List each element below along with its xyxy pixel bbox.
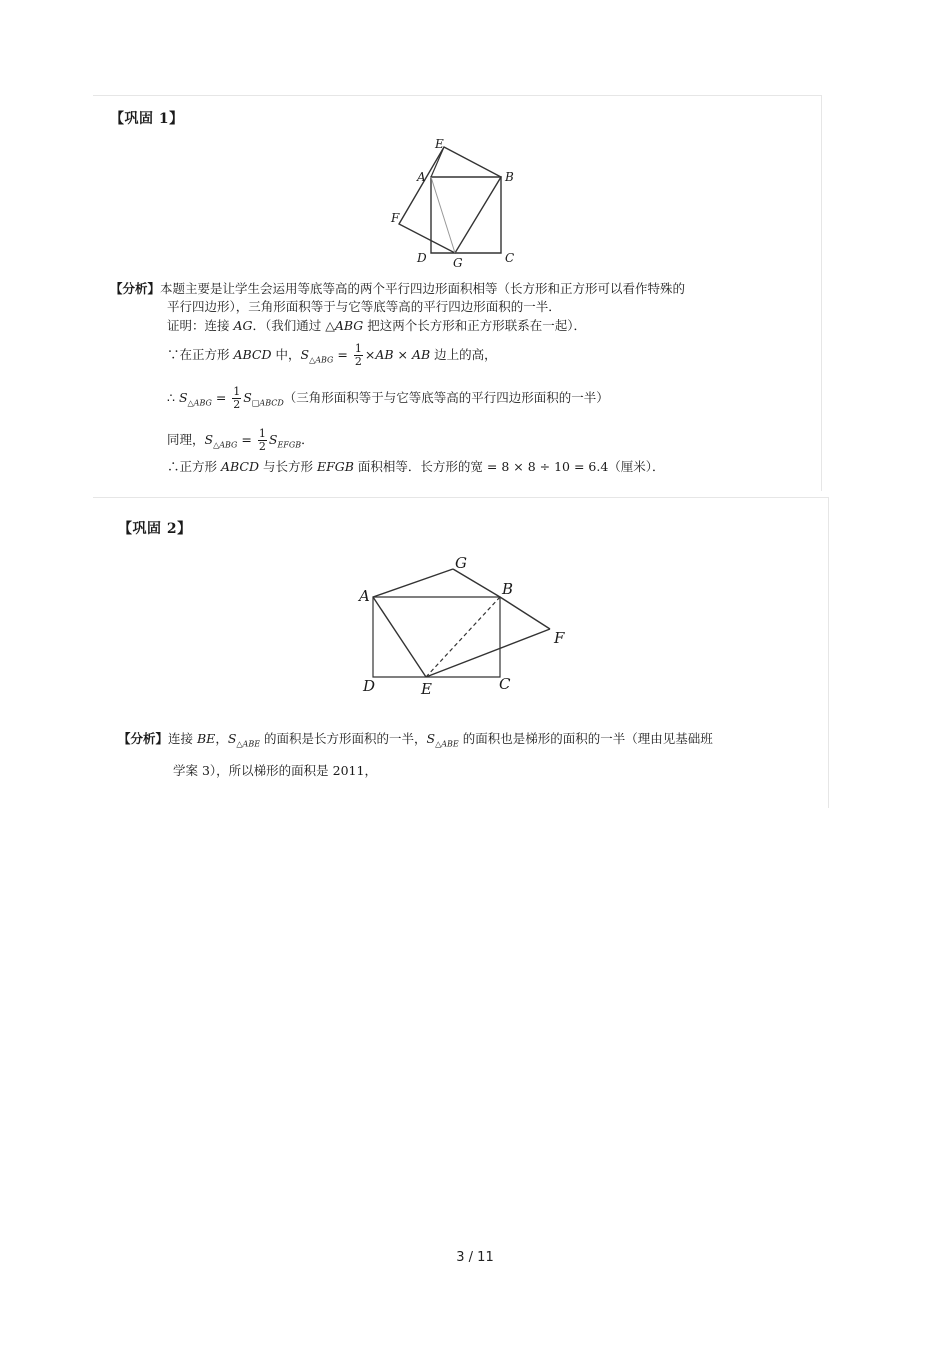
- fraction-half: $\frac{1}{2}$: [354, 342, 362, 368]
- analysis-line-1: 【分析】连接 BE，$S_{\triangle ABE}$ 的面积是长方形面积的一半，$S_{\triangle ABE}$ 的面积也是梯形的面积的一半（理由见基础班: [118, 731, 713, 749]
- square-rectangle-diagram: [383, 136, 553, 271]
- page-number: 3 / 11: [456, 1250, 494, 1265]
- label-E: E: [435, 137, 444, 151]
- label-B: B: [505, 170, 514, 184]
- label-C: C: [499, 675, 511, 693]
- analysis-tag: 【分析】: [118, 731, 169, 746]
- consolidation-2-heading: 【巩固 2】: [118, 521, 192, 537]
- label-D: D: [417, 251, 427, 265]
- similarly-line: 同理，$S_{\triangle ABG}$ = $\frac{1}{2}$ $S_{EFGB}$．: [167, 427, 314, 453]
- analysis-line-2: 学案 3），所以梯形的面积是 2011，: [173, 763, 377, 778]
- consolidation-1-panel: [93, 95, 822, 491]
- label-E: E: [421, 680, 432, 694]
- analysis-line-2: 平行四边形），三角形面积等于与它等底等高的平行四边形面积的一半．: [167, 299, 561, 314]
- analysis-tag: 【分析】: [110, 281, 161, 296]
- label-B: B: [502, 580, 514, 598]
- label-A: A: [417, 170, 426, 184]
- label-F: F: [554, 629, 565, 647]
- therefore-line-1: ∴ $S_{\triangle ABG}$ = $\frac{1}{2}$ $S_{□ABCD}$（三角形面积等于与它等底等高的平行四边形面积的一半）: [167, 385, 609, 411]
- label-G: G: [455, 554, 467, 572]
- label-F: F: [391, 211, 400, 225]
- label-D: D: [363, 677, 376, 694]
- fraction-half: $\frac{1}{2}$: [233, 385, 241, 411]
- label-C: C: [505, 251, 515, 265]
- conclusion-line: ∴正方形 ABCD 与长方形 EFGB 面积相等．长方形的宽 = 8 × 8 ÷ 10 = 6.4（厘米）．: [167, 459, 665, 474]
- fraction-half: $\frac{1}{2}$: [258, 427, 266, 453]
- analysis-line-1: 【分析】本题主要是让学生会运用等底等高的两个平行四边形面积相等（长方形和正方形可以看作特殊的: [110, 281, 686, 296]
- label-A: A: [359, 587, 370, 605]
- rectangle-trapezoid-diagram: [355, 554, 585, 694]
- consolidation-1-heading: 【巩固 1】: [110, 111, 184, 127]
- label-G: G: [453, 256, 463, 270]
- proof-line: 证明：连接 AG．（我们通过 △ABG 把这两个长方形和正方形联系在一起）．: [167, 318, 587, 333]
- consolidation-2-panel: [93, 497, 829, 808]
- square-area-line: ∵在正方形 ABCD 中，$S_{\triangle ABG}$ = $\frac{1}{2}$ ×AB × AB 边上的高，: [167, 342, 497, 368]
